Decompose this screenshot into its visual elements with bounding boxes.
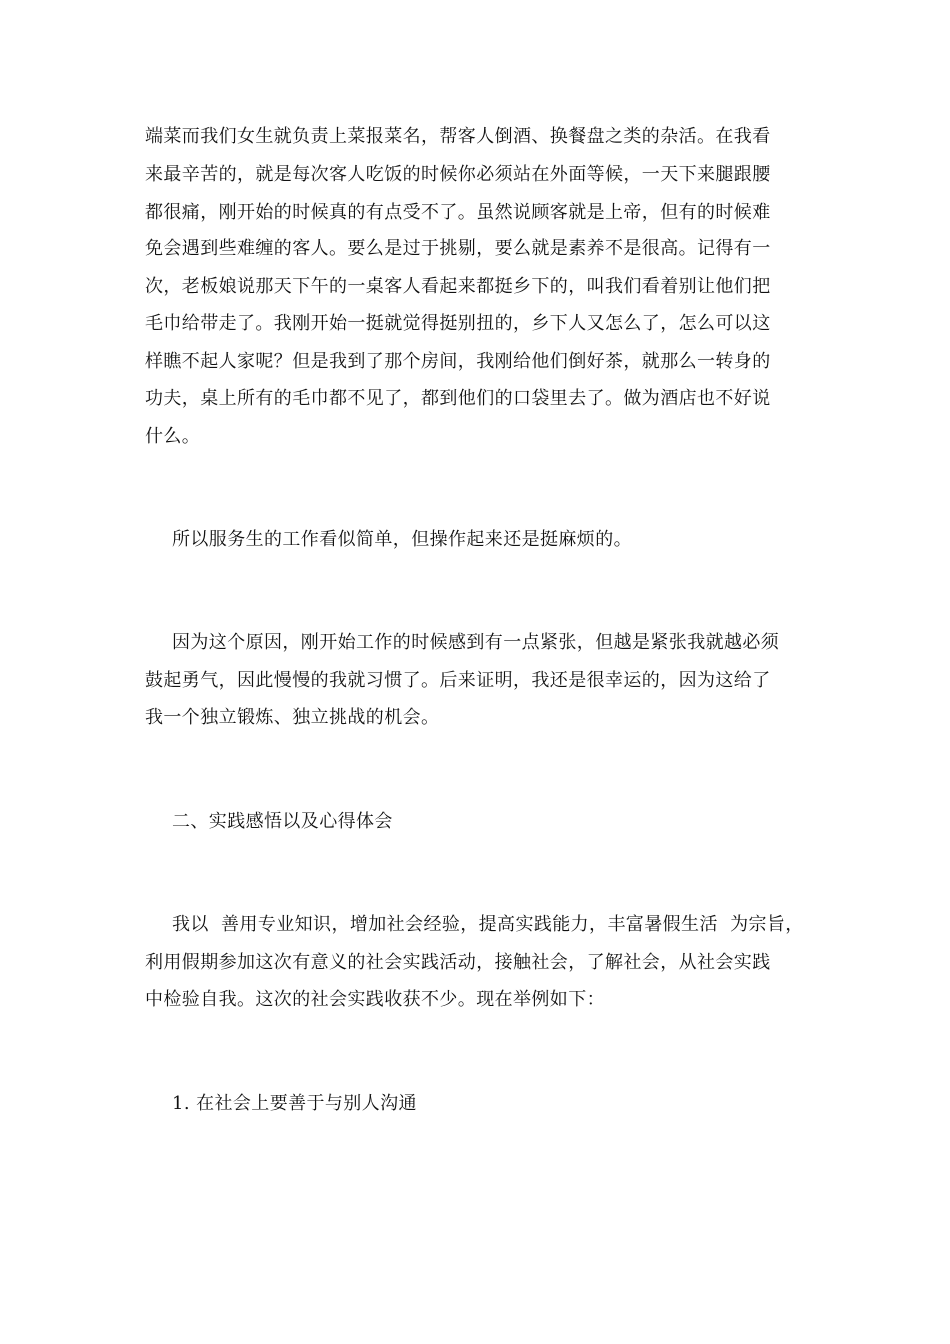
paragraph-1-line-9: 什么。	[145, 426, 201, 447]
paragraph-4-line-1: 我以 善用专业知识，增加社会经验，提高实践能力，丰富暑假生活 为宗旨，	[172, 914, 804, 935]
paragraph-1-line-8: 功夫，桌上所有的毛巾都不见了，都到他们的口袋里去了。做为酒店也不好说	[145, 388, 771, 409]
paragraph-3-line-3: 我一个独立锻炼、独立挑战的机会。	[145, 707, 440, 728]
paragraph-1-line-5: 次，老板娘说那天下午的一桌客人看起来都挺乡下的，叫我们看着别让他们把	[145, 276, 771, 297]
paragraph-1-line-6: 毛巾给带走了。我刚开始一挺就觉得挺别扭的，乡下人又怎么了，怎么可以这	[145, 313, 771, 334]
section-heading: 二、实践感悟以及心得体会	[172, 811, 393, 832]
paragraph-2-line-1: 所以服务生的工作看似简单，但操作起来还是挺麻烦的。	[172, 529, 632, 550]
paragraph-1-line-2: 来最辛苦的，就是每次客人吃饭的时候你必须站在外面等候，一天下来腿跟腰	[145, 164, 771, 185]
paragraph-1-line-7: 样瞧不起人家呢？但是我到了那个房间，我刚给他们倒好茶，就那么一转身的	[145, 351, 771, 372]
paragraph-1-line-4: 免会遇到些难缠的客人。要么是过于挑剔，要么就是素养不是很高。记得有一	[145, 238, 771, 259]
paragraph-3-line-2: 鼓起勇气，因此慢慢的我就习惯了。后来证明，我还是很幸运的，因为这给了	[145, 670, 771, 691]
paragraph-3-line-1: 因为这个原因，刚开始工作的时候感到有一点紧张，但越是紧张我就越必须	[172, 632, 780, 653]
paragraph-1-line-3: 都很痛，刚开始的时候真的有点受不了。虽然说顾客就是上帝，但有的时候难	[145, 202, 771, 223]
paragraph-1-line-1: 端菜而我们女生就负责上菜报菜名，帮客人倒酒、换餐盘之类的杂活。在我看	[145, 126, 771, 147]
paragraph-4-line-2: 利用假期参加这次有意义的社会实践活动，接触社会，了解社会，从社会实践	[145, 952, 771, 973]
subheading-1: 1. 在社会上要善于与别人沟通	[172, 1093, 417, 1114]
paragraph-4-line-3: 中检验自我。这次的社会实践收获不少。现在举例如下：	[145, 989, 605, 1010]
